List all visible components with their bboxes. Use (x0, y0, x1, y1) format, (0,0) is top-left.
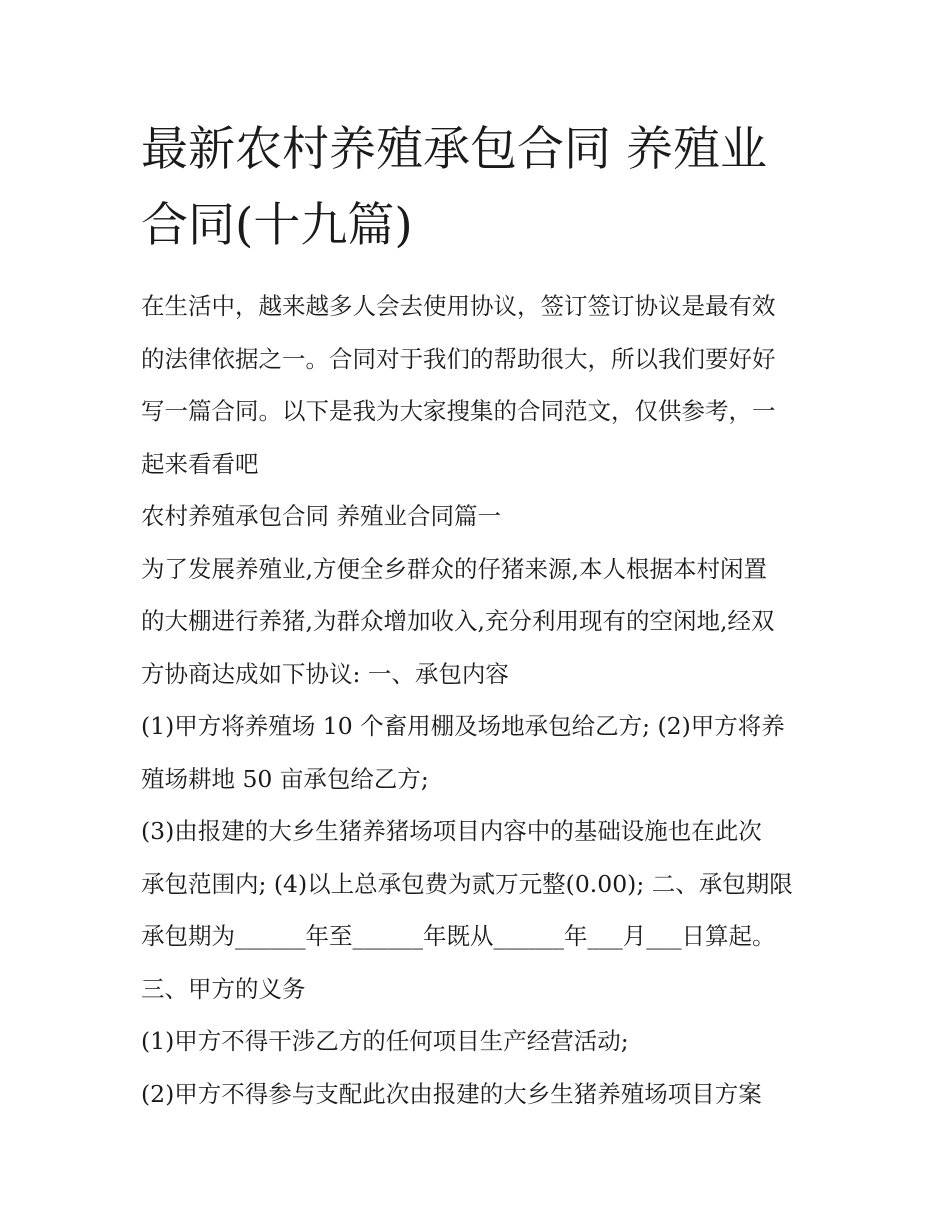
title-line: 最新农村养殖承包合同 养殖业 (141, 122, 767, 177)
body-line: (3)由报建的大乡生猪养猪场项目内容中的基础设施也在此次 (141, 817, 762, 845)
body-line: (1)甲方不得干涉乙方的任何项目生产经营活动; (141, 1027, 629, 1055)
document-title (141, 112, 821, 264)
body-line: (2)甲方不得参与支配此次由报建的大乡生猪养殖场项目方案 (141, 1079, 762, 1108)
document-page (141, 112, 821, 1120)
section-heading: 农村养殖承包合同 养殖业合同篇一 (141, 502, 501, 530)
body-line: 殖场耕地 50 亩承包给乙方; (141, 764, 429, 793)
body-line: 承包期为______年至______年既从______年___月___日算起。 (141, 922, 776, 950)
document-body (141, 280, 821, 1120)
body-line: 的大棚进行养猪,为群众增加收入,充分利用现有的空闲地,经双 (141, 607, 775, 635)
body-line: 在生活中，越来越多人会去使用协议，签订签订协议是最有效 (141, 292, 776, 320)
body-line: 承包范围内; (4)以上总承包费为贰万元整(0.00); 二、承包期限 (141, 869, 793, 898)
title-line: 合同(十九篇) (141, 198, 413, 253)
body-line: 方协商达成如下协议: 一、承包内容 (141, 659, 509, 688)
body-line: 为了发展养殖业,方便全乡群众的仔猪来源,本人根据本村闲置 (141, 554, 767, 583)
body-line: 写一篇合同。以下是我为大家搜集的合同范文，仅供参考，一 (141, 397, 776, 425)
body-line: 的法律依据之一。合同对于我们的帮助很大，所以我们要好好 (141, 344, 776, 373)
body-line: 起来看看吧 (141, 449, 259, 478)
body-line: (1)甲方将养殖场 10 个畜用棚及场地承包给乙方; (2)甲方将养 (141, 712, 785, 740)
body-line: 三、甲方的义务 (141, 974, 306, 1003)
